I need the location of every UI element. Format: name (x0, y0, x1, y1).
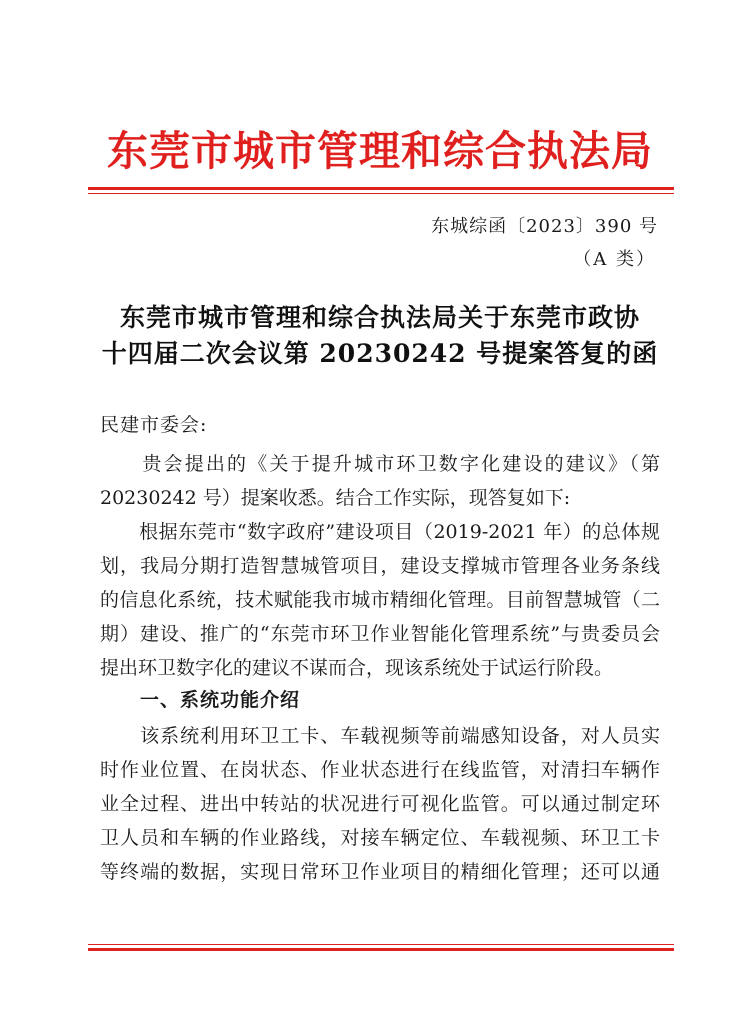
paragraph-3 (100, 719, 660, 889)
paragraph-1 (100, 447, 660, 515)
title-line-2: 十四届二次会议第 20230242 号提案答复的函 (101, 339, 659, 368)
paragraph-line: 卫人员和车辆的作业路线，对接车辆定位、车载视频、环卫工卡 (100, 827, 660, 849)
paragraph-line: 提出环卫数字化的建议不谋而合，现该系统处于试运行阶段。 (100, 657, 614, 679)
document-title (80, 300, 680, 372)
paragraph-line: 的信息化系统，技术赋能我市城市精细化管理。目前智慧城管（二 (100, 589, 660, 611)
paragraph-2 (100, 515, 660, 685)
paragraph-line: 业全过程、进出中转站的状况进行可视化监管。可以通过制定环 (100, 793, 660, 815)
paragraph-line: 20230242 号）提案收悉。结合工作实际，现答复如下: (100, 487, 571, 509)
letterhead-rule-thin (88, 193, 674, 194)
document-number: 东城综函〔2023〕390 号 (431, 216, 658, 237)
title-line-1: 东莞市城市管理和综合执法局关于东莞市政协 (119, 303, 640, 332)
document-class: （A 类） (573, 249, 656, 270)
paragraph-line: 时作业位置、在岗状态、作业状态进行在线监管，对清扫车辆作 (100, 759, 660, 781)
paragraph-line: 划，我局分期打造智慧城管项目，建设支撑城市管理各业务条线 (100, 555, 660, 577)
footer-rule-thin (88, 944, 674, 945)
letterhead-organization: 东莞市城市管理和综合执法局 (107, 127, 653, 175)
paragraph-line: 根据东莞市“数字政府”建设项目（2019-2021 年）的总体规 (100, 521, 660, 543)
paragraph-line: 贵会提出的《关于提升城市环卫数字化建设的建议》（第 (100, 453, 660, 475)
paragraph-line: 等终端的数据，实现日常环卫作业项目的精细化管理；还可以通 (100, 861, 660, 883)
footer-rule-thick (88, 948, 674, 951)
paragraph-line: 该系统利用环卫工卡、车载视频等前端感知设备，对人员实 (100, 725, 660, 747)
salutation: 民建市委会: (100, 414, 208, 436)
paragraph-line: 期）建设、推广的“东莞市环卫作业智能化管理系统”与贵委员会 (100, 623, 660, 645)
letterhead-rule-thick (88, 187, 674, 190)
section-heading: 一、系统功能介绍 (140, 689, 301, 711)
